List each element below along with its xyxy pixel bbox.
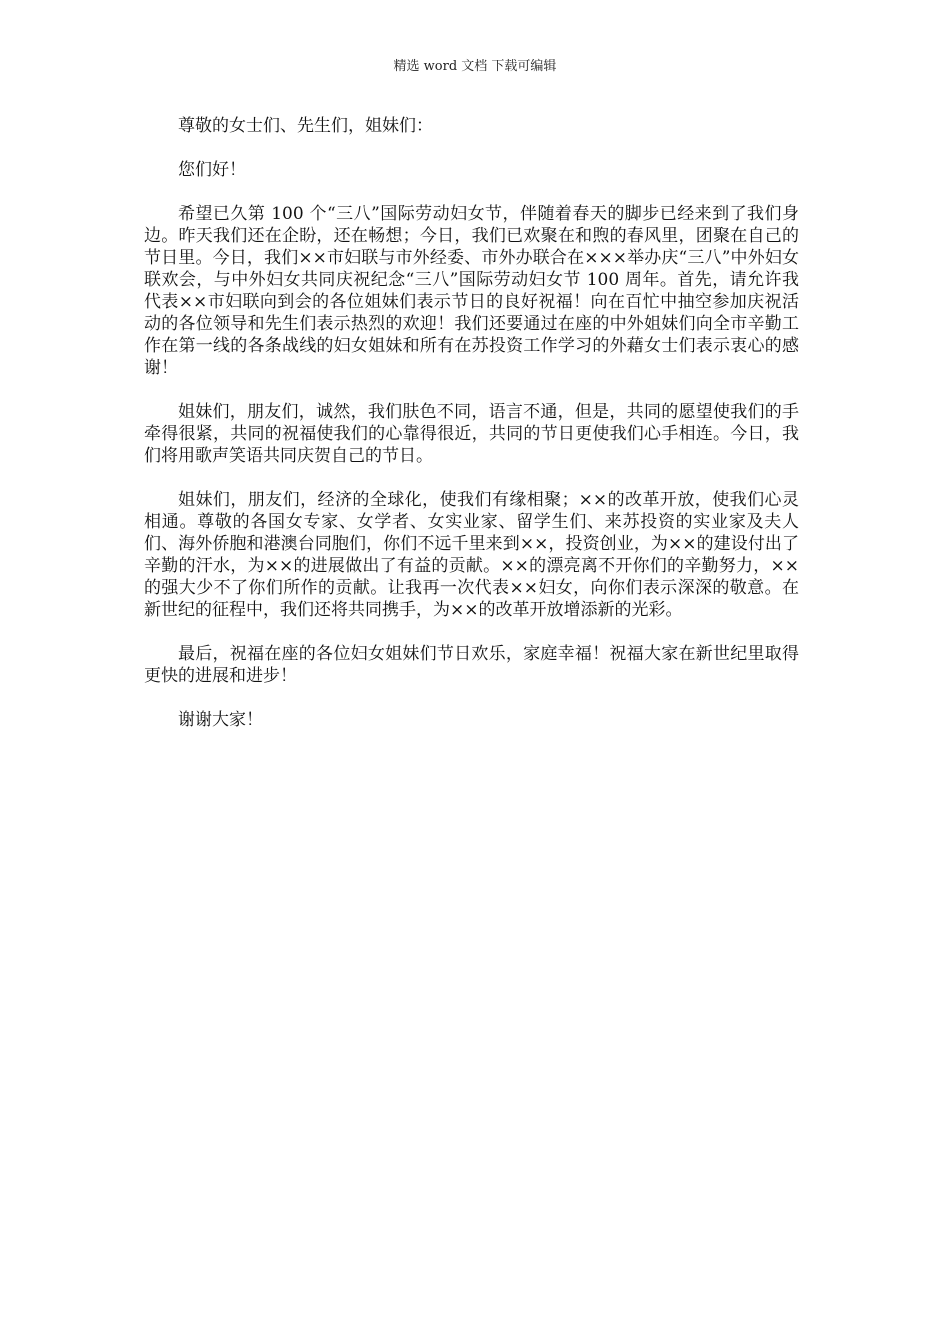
- closing: 谢谢大家！: [178, 710, 263, 730]
- greeting: 尊敬的女士们、先生们，姐妹们：: [178, 116, 433, 136]
- document-body: [144, 115, 799, 753]
- salutation: 您们好！: [178, 160, 246, 180]
- paragraph-4: 最后，祝福在座的各位妇女姐妹们节日欢乐，家庭幸福！祝福大家在新世纪里取得更快的进展和进步！: [144, 644, 799, 686]
- paragraph-3: 姐妹们，朋友们，经济的全球化，使我们有缘相聚；××的改革开放，使我们心灵相通。尊敬的各国女专家、女学者、女实业家、留学生们、来苏投资的实业家及夫人们、海外侨胞和港澳台同胞们，你们不远千里来到××，投资创业，为××的建设付出了辛勤的汗水，为××的进展做出了有益的贡献。××的漂亮离不开你们的辛勤努力，××的强大少不了你们所作的贡献。让我再一次代表××妇女，向你们表示深深的敬意。在新世纪的征程中，我们还将共同携手，为××的改革开放增添新的光彩。: [144, 490, 799, 620]
- paragraph-1: 希望已久第 100 个“三八”国际劳动妇女节，伴随着春天的脚步已经来到了我们身边。昨天我们还在企盼，还在畅想；今日，我们已欢聚在和煦的春风里，团聚在自己的节日里。今日，我们××市妇联与市外经委、市外办联合在×××举办庆“三八”中外妇女联欢会，与中外妇女共同庆祝纪念“三八”国际劳动妇女节 100 周年。首先，请允许我代表××市妇联向到会的各位姐妹们表示节日的良好祝福！向在百忙中抽空参加庆祝活动的各位领导和先生们表示热烈的欢迎！我们还要通过在座的中外姐妹们向全市辛勤工作在第一线的各条战线的妇女姐妹和所有在苏投资工作学习的外藉女士们表示衷心的感谢！: [144, 204, 799, 378]
- page-header: 精选 word 文档 下载可编辑: [393, 59, 557, 74]
- paragraph-2: 姐妹们，朋友们，诚然，我们肤色不同，语言不通，但是，共同的愿望使我们的手牵得很紧，共同的祝福使我们的心靠得很近，共同的节日更使我们心手相连。今日，我们将用歌声笑语共同庆贺自己的节日。: [144, 402, 799, 466]
